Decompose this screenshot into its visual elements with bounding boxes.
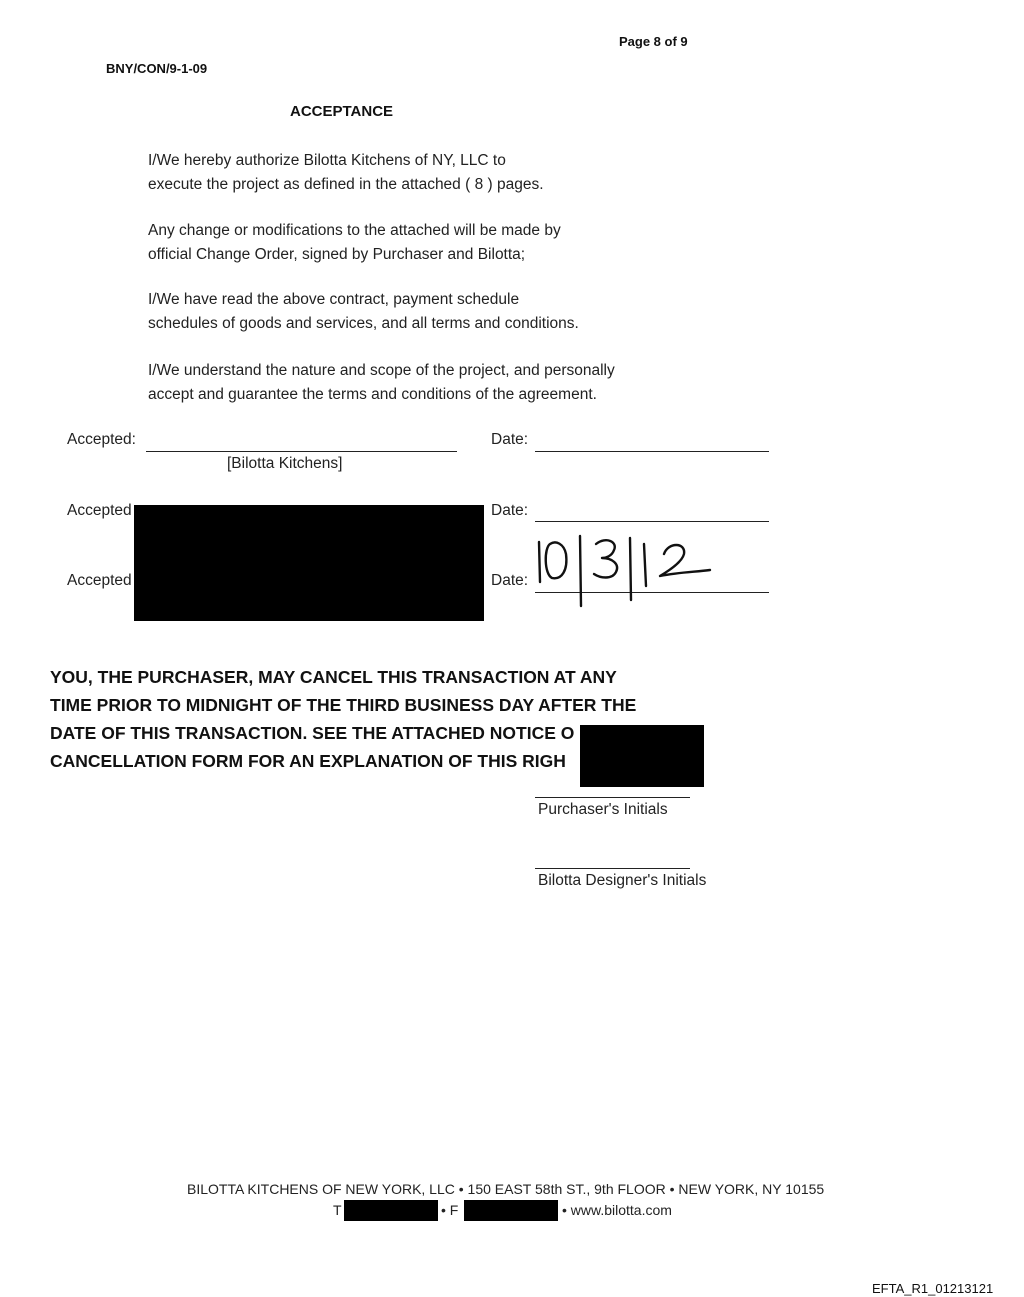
purchaser-initials-line[interactable] [535,797,690,798]
accepted-label-2: Accepted [67,502,132,519]
authorization-paragraph [148,149,708,196]
date-label-1: Date: [491,431,529,448]
paragraph-line: Any change or modifications to the attached will be made by [148,222,561,239]
scope-paragraph [148,359,708,406]
paragraph-line: I/We understand the nature and scope of the project, and personally [148,362,615,379]
contract-read-paragraph [148,288,708,335]
document-id: EFTA_R1_01213121 [872,1281,994,1296]
signer-caption: [Bilotta Kitchens] [227,455,343,472]
notice-line: YOU, THE PURCHASER, MAY CANCEL THIS TRANSACTION AT ANY [50,667,617,687]
notice-line: DATE OF THIS TRANSACTION. SEE THE ATTACHED NOTICE O [50,723,575,743]
handwritten-date [530,530,720,610]
purchaser-initials-label: Purchaser's Initials [538,801,668,818]
notice-line: CANCELLATION FORM FOR AN EXPLANATION OF THIS RIGH [50,751,566,771]
paragraph-line: accept and guarantee the terms and conditions of the agreement. [148,385,597,403]
paragraph-line: I/We have read the above contract, payment schedule [148,291,520,308]
signature-redaction [134,505,484,621]
paragraph-line: execute the project as defined in the attached ( 8 ) pages. [148,175,544,193]
accepted-label-3: Accepted [67,572,132,589]
paragraph-line: official Change Order, signed by Purchaser and Bilotta; [148,245,526,263]
fax-redaction [464,1200,558,1221]
paragraph-line: schedules of goods and services, and all terms and conditions. [148,314,579,332]
footer-address: BILOTTA KITCHENS OF NEW YORK, LLC • 150 EAST 58th ST., 9th FLOOR • NEW YORK, NY 10155 [187,1181,825,1197]
designer-initials-line[interactable] [535,868,690,869]
document-code: BNY/CON/9-1-09 [106,61,208,76]
footer-fax-prefix: • F [441,1202,459,1218]
paragraph-line: I/We hereby authorize Bilotta Kitchens of NY, LLC to [148,152,506,169]
date-line-1[interactable] [535,451,769,452]
date-line-2[interactable] [535,521,769,522]
designer-initials-label: Bilotta Designer's Initials [538,872,707,889]
notice-redaction [580,725,704,787]
date-label-3: Date: [491,572,529,589]
accepted-label-1: Accepted: [67,431,136,448]
date-label-2: Date: [491,502,529,519]
page-number-label: Page 8 of 9 [619,34,688,49]
signature-line-1[interactable] [146,451,457,452]
footer-website[interactable]: • www.bilotta.com [562,1202,672,1218]
change-order-paragraph [148,219,708,266]
acceptance-title: ACCEPTANCE [290,103,394,120]
footer-phone-prefix: T [333,1202,342,1218]
phone-redaction [344,1200,438,1221]
notice-line: TIME PRIOR TO MIDNIGHT OF THE THIRD BUSINESS DAY AFTER THE [50,695,637,715]
